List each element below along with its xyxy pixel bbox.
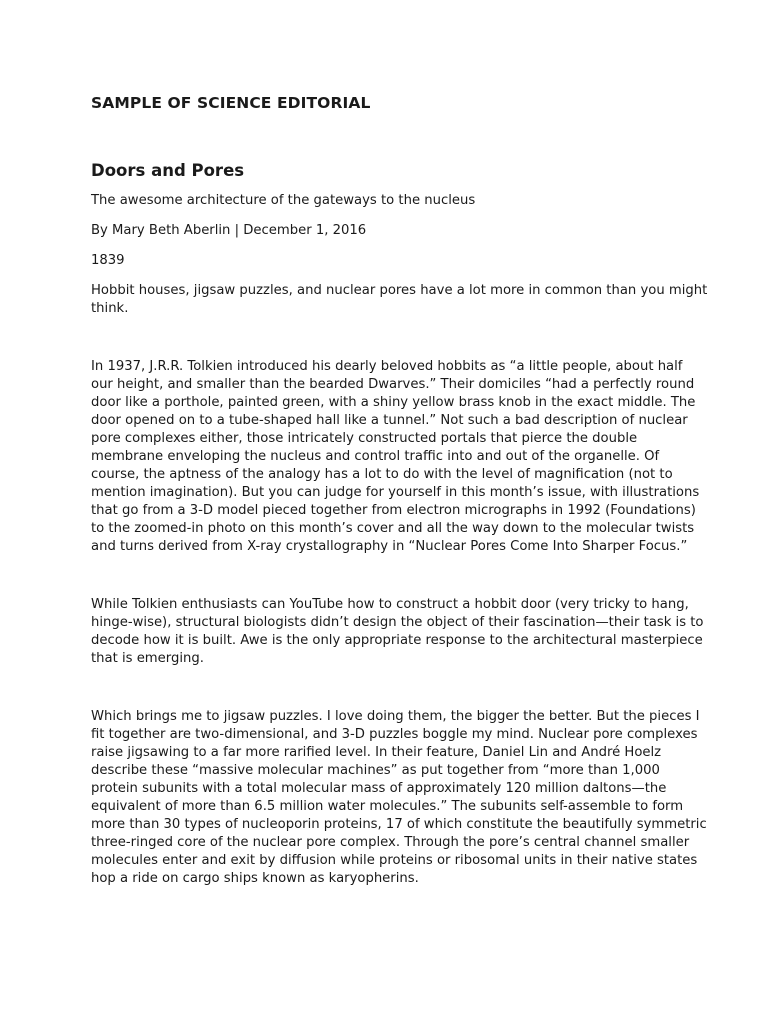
paragraph-jigsaw: Which brings me to jigsaw puzzles. I love doing them, the bigger the better. But the pieces I fit together are two-dimensional, and 3-D puzzles boggle my mind. Nuclear pore complexes raise jigsawing to a far more rarified level. In their feature, Daniel Lin and André Hoelz describe these “massive molecular machines” as put together from “more than 1,000 protein subunits with a total molecular mass of approximately 120 million daltons—the equivalent of more than 6.5 million water molecules.” The subunits self-assemble to form more than 30 types of nucleoporin proteins, 17 of which constitute the beautifully symmetric three-ringed core of the nuclear pore complex. Through the pore’s central channel smaller molecules enter and exit by diffusion while proteins or ribosomal units in their native states hop a ride on cargo ships known as karyopherins. — [91, 709, 707, 886]
article-title: Doors and Pores — [91, 161, 245, 180]
article-byline: By Mary Beth Aberlin | December 1, 2016 — [91, 223, 367, 238]
paragraph-tolkien: In 1937, J.R.R. Tolkien introduced his dearly beloved hobbits as “a little people, about half our height, and smaller than the bearded Dwarves.” Their domiciles “had a perfectly round door like a porthole, painted green, with a shiny yellow brass knob in the exact middle. The door opened on to a tube-shaped hall like a tunnel.” Not such a bad description of nuclear pore complexes either, those intricately constructed portals that pierce the double membrane enveloping the nucleus and control traffic into and out of the organelle. Of course, the aptness of the analogy has a lot to do with the level of magnification (not to mention imagination). But you can judge for yourself in this month’s issue, with illustrations that go from a 3-D model pieced together from electron micrographs in 1992 (Foundations) to the zoomed-in photo on this month’s cover and all the way down to the molecular twists and turns derived from X-ray crystallography in “Nuclear Pores Come Into Sharper Focus.” — [91, 359, 700, 554]
article-number: 1839 — [91, 253, 125, 268]
document-heading: SAMPLE OF SCIENCE EDITORIAL — [91, 94, 371, 112]
paragraph-hobbit-door: While Tolkien enthusiasts can YouTube how to construct a hobbit door (very tricky to hang, hinge-wise), structural biologists didn’t design the object of their fascination—their task is to decode how it is built. Awe is the only appropriate response to the architectural masterpiece that is emerging. — [91, 597, 704, 666]
article-subtitle: The awesome architecture of the gateways to the nucleus — [91, 193, 476, 208]
paragraph-lede: Hobbit houses, jigsaw puzzles, and nuclear pores have a lot more in common than you might think. — [91, 283, 708, 316]
